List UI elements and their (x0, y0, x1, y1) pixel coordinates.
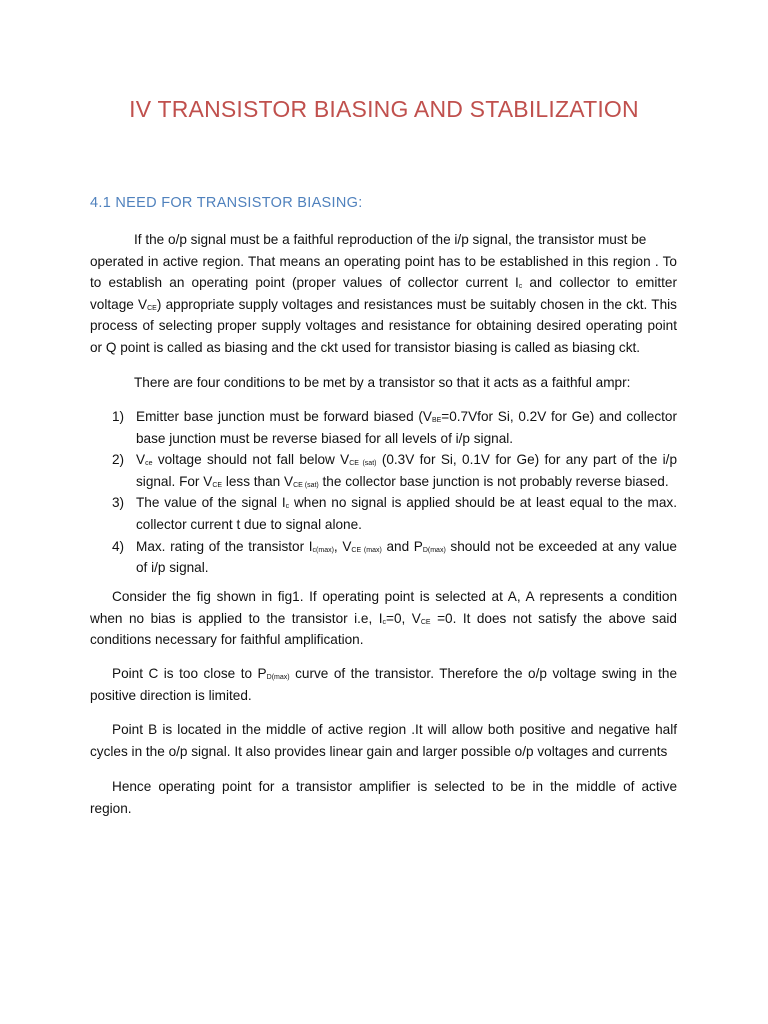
list-number: 2) (112, 452, 125, 468)
text-run: the collector base junction is not probably reverse biased. (318, 473, 669, 489)
text-line (136, 471, 677, 493)
list-number: 3) (112, 495, 125, 511)
list-number: 1) (112, 409, 125, 424)
text-line (136, 492, 677, 514)
subscript: CE (sat) (349, 460, 377, 468)
text-run: Emitter base junction must be forward biased (V (136, 409, 432, 424)
text-line (90, 663, 677, 685)
text-line: collector current t due to signal alone. (136, 516, 362, 532)
conditions-list (90, 406, 677, 579)
subscript: CE (147, 304, 157, 312)
paragraph-point-a (90, 586, 677, 651)
paragraph-point-c (90, 663, 677, 706)
paragraph-conditions-intro (90, 372, 677, 394)
text-line: of i/p signal. (136, 560, 209, 576)
subscript: CE (max) (351, 546, 382, 554)
section-heading: 4.1 NEED FOR TRANSISTOR BIASING: (90, 195, 363, 211)
text-run: less than V (222, 473, 294, 489)
text-line: cycles in the o/p signal. It also provides linear gain and larger possible o/p voltages and currents (90, 743, 668, 759)
text-run: =0, V (386, 610, 421, 626)
text-line: positive direction is limited. (90, 687, 252, 703)
list-item (90, 406, 677, 449)
text-run: Max. rating of the transistor I (136, 538, 313, 554)
text-run: voltage V (90, 296, 148, 312)
paragraph-biasing-intro (90, 229, 677, 359)
text-run: when no signal is applied should be at least equal to the max. (289, 495, 677, 511)
text-line (136, 536, 677, 558)
text-line: process of selecting proper supply voltages and resistance for obtaining desired operating point (90, 318, 677, 334)
paragraph-point-b (90, 719, 677, 762)
subscript: CE (sat) (293, 481, 319, 489)
text-line (90, 272, 677, 294)
subscript: D(max) (266, 674, 290, 681)
text-line (90, 294, 677, 316)
text-run: to establish an operating point (proper values of collector current I (90, 275, 519, 291)
text-line (136, 449, 677, 471)
text-run: , V (333, 538, 352, 554)
paragraph-conclusion (90, 776, 677, 819)
text-run: and collector to emitter (522, 275, 677, 291)
subscript: c (285, 503, 290, 511)
subscript: c (518, 283, 523, 291)
page-title: IV TRANSISTOR BIASING AND STABILIZATION (129, 96, 639, 122)
text-line: Point B is located in the middle of active region .It will allow both positive and negative half (112, 722, 677, 737)
text-run: =0. It does not satisfy the above said (430, 610, 677, 626)
text-run: (0.3V for Si, 0.1V for Ge) for any part of the i/p (376, 452, 677, 468)
list-item (90, 449, 677, 492)
text-run: curve of the transistor. Therefore the o/p voltage swing in the (289, 666, 677, 681)
text-line: region. (90, 800, 132, 816)
text-line: or Q point is called as biasing and the ckt used for transistor biasing is called as biasing ckt. (90, 339, 641, 355)
text-line: Hence operating point for a transistor amplifier is selected to be in the middle of active (112, 779, 677, 794)
text-line: base junction must be reverse biased for all levels of i/p signal. (136, 430, 514, 446)
text-run: The value of the signal I (136, 495, 286, 511)
text-line: Consider the fig shown in fig1. If operating point is selected at A, A represents a condition (112, 589, 677, 604)
text-line (90, 608, 677, 630)
text-line: conditions necessary for faithful amplification. (90, 632, 364, 648)
subscript: ce (145, 460, 153, 468)
text-run: when no bias is applied to the transistor i.e, I (90, 610, 383, 626)
text-line: There are four conditions to be met by a transistor so that it acts as a faithful ampr: (134, 375, 631, 390)
text-run: should not be exceeded at any value (445, 538, 677, 554)
text-run: Point C is too close to P (112, 666, 267, 681)
text-run: signal. For V (136, 473, 213, 489)
subscript: D(max) (422, 546, 446, 554)
text-run: ) appropriate supply voltages and resistances must be suitably chosen in the ckt. This (156, 296, 677, 312)
text-run: =0.7Vfor Si, 0.2V for Ge) and collector (441, 409, 677, 424)
subscript: c(max) (312, 546, 334, 554)
list-item (90, 536, 677, 579)
list-item (90, 492, 677, 535)
text-line: If the o/p signal must be a faithful reproduction of the i/p signal, the transistor must be (134, 232, 647, 247)
subscript: CE (212, 481, 223, 489)
subscript: CE (420, 618, 431, 626)
text-run: V (136, 452, 146, 468)
list-number: 4) (112, 538, 125, 554)
text-run: voltage should not fall below V (152, 452, 350, 468)
text-line: operated in active region. That means an operating point has to be established in this region . To (90, 253, 677, 269)
text-run: and P (381, 538, 423, 554)
subscript: BE (431, 417, 442, 424)
subscript: c (382, 618, 387, 626)
text-line (136, 406, 677, 428)
